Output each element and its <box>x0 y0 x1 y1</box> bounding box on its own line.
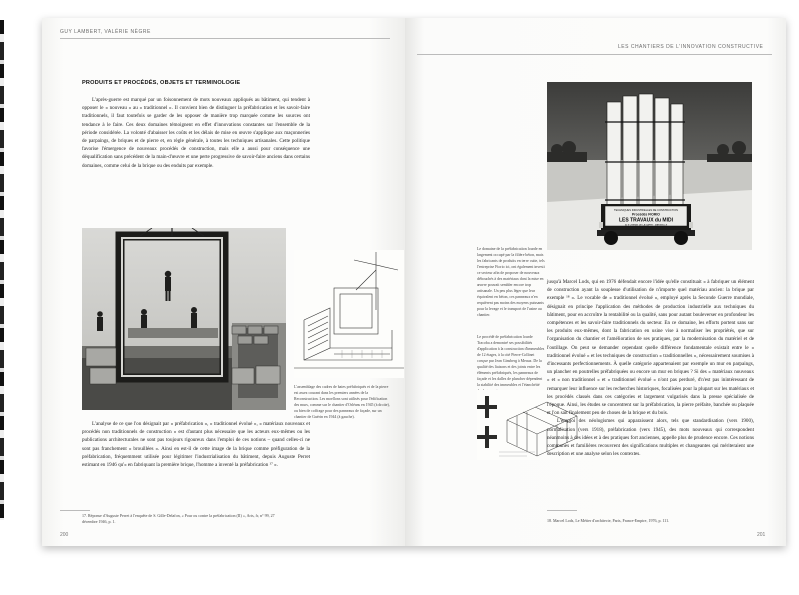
header-rule-right <box>417 54 772 55</box>
right-caption-fiorio-text: Le domaine de la préfabrication lourde en largement occupé par la filière béton, mais les fabricants de produits en terre cuite, tels l'entreprise Fiorio ici, ont également investi ce secteur afin de proposer de nouveaux débouchés à des matériaux dont la mise en œuvre pouvait sembler encore trop artisanale. Un peu plus léger que leur équivalent en béton, ces panneaux n'en requièrent pas moins des moyens puissants pour la levage et le transport de l'usine au chantier. <box>477 247 545 317</box>
header-rule-left <box>60 38 390 39</box>
photo-fiorio-truck <box>547 82 752 250</box>
left-body-bottom <box>82 420 310 469</box>
section-heading: PRODUITS ET PROCÉDÉS, OBJETS ET TERMINOLOGIE <box>82 80 241 86</box>
drawing-frame-installation-image <box>294 250 404 378</box>
right-caption-tracoba-text: Le procédé de préfabrication lourde Tracoba a demontré ses possibilités d'application à la construction d'immeubles de 12 étages, à la cité Pierre-Collinet conçue par Jean Ginsberg à Meaux. De la qualité des liaisons et des joints entre les éléments préfabriqués, les panneaux de façade et les dalles de plancher dépendent la stabilité des immeubles et l'étanchéité <box>477 335 545 387</box>
truck-sign-line1: TECHNIQUES INDUSTRIELLES DE CONSTRUCTION <box>614 209 678 212</box>
right-caption-fiorio <box>477 246 545 320</box>
drawing-frame-installation <box>294 250 404 378</box>
photo-fiorio-truck-image <box>547 82 752 250</box>
left-figure-caption: L'assemblage des cadres de baies préfabriqués et de la pierre est assez courant dans les premiers années de la Reconstruction. Les moellons sont utilisés pour l'édification des murs, comme sur le chantier d'Orléans en 1945 (à droite), ou bien de coffrage pour des panneaux de façade, sur un chantier de Guérin en 1944 (à gauche). <box>294 385 390 419</box>
right-footnote: 18. Marcel Lods, Le Métier d'architecte, Paris, France-Empire, 1976, p. 111. <box>547 518 670 523</box>
footnote-rule-right <box>547 510 577 511</box>
truck-sign-line2: Procédés FIORIO <box>632 212 660 217</box>
running-head-right: LES CHANTIERS DE L'INNOVATION CONSTRUCTIVE <box>618 44 764 50</box>
page-number-right: 201 <box>757 532 766 538</box>
footnote-rule-left <box>60 510 90 511</box>
truck-sign-line3: LES TRAVAUX du MIDI <box>619 217 673 224</box>
left-paragraph-1: L'après-guerre est marqué par un foisonnement de mots nouveaux appliqués au bâtiment, qui tendent à opposer le « nouveau » au « traditionnel ». Il convient bien de distinguer la préfabrication et les savoir-faire traditionnels, il faut toutefois se garder de les opposer de manière trop marquée comme les sources ont tendance à le faire. Ces deux domaines témoignent en effet d'innovations constantes sur l'ensemble de la période considérée. La volonté d'abaisser les coûts et les délais de mise en œuvre s'applique aux maçonneries de parpaings, de briques et de pierre et, en règle générale, à toutes les techniques artisanales. Cette politique favorise l'émergence de nouveaux procédés de construction, mais elle a aussi pour conséquence une déqualification sans précédent de la main-d'œuvre et une perte progressive de savoir-faire anciens dans certains domaines, comme celui de la brique ou des enduits par exemple. <box>82 97 310 169</box>
open-book-spread <box>42 18 786 546</box>
right-page <box>405 18 786 546</box>
left-paragraph-2: L'analyse de ce que l'on désignait par « préfabrication », « traditionnel évolué », « matériaux nouveaux et procédés non traditionnels de construction » est d'autant plus nécessaire que les acteurs eux-mêmes ou les publications architecturales ne sont pas toujours rigoureux dans l'emploi de ces notions – quand celles-ci ne sont pas franchement « brouillées ». Ainsi en est-il de cette image de la brique comme préfiguration de la préfabrication, fréquemment utilisée pour légitimer l'industrialisation du bâtiment, depuis Auguste Perret estimant en 1946 qu'« en fabriquant la première brique, l'homme a inventé la préfabrication ¹⁷ ». <box>82 421 310 469</box>
right-paragraph-1: jusqu'à Marcel Lods, qui en 1976 défendait encore l'idée qu'elle constituait « à fabriquer un élément de construction ayant la souplesse d'utilisation de n'importe quel matériau ancien: la brique par exemple ¹⁸ ». Le vocable de « traditionnel évolué », employé après la Seconde Guerre mondiale, désignait en principe l'application des méthodes de production industrielle aux techniques du bâtiment, pour en accroître la rentabilité ou la qualité, sans pour autant bouleverser en profondeur les compétences et les savoir-faire traditionnels du secteur. En ce domaine, les efforts portent sans sur les produits eux-mêmes, dont la fabrication en usine vise à normaliser les propriétés, que sur l'organisation du chantier et l'amélioration de ses pratiques, par la modernisation du matériel et de l'outillage. On peut se demander cependant quelle différence fondamentale existait entre le « traditionnel évolué » et les techniques de construction « traditionnelles », nécessairement soumises à d'incessants perfectionnements. À quelle catégorie appartenaient par exemple un mur en parpaings, un plancher en poutrelles préfabriquées ou encore un mur en briques ? Si des « matériaux nouveaux » et « non traditionnel » et « traditionnel évolué » n'ont pas perduré, d'n'est pas inintéressant de remarquer leur influence sur les recherches historiques, focalisées pour la plupart sur les matériaux et les procédés classés dans ces catégories et largement vulgarisés dans la presse spécialisée de l'époque. Ainsi, les études se concentrent sur la préfabrication, la pierre préfaite, banchée ou plaquée et l'on sait finalement peu de choses de la brique et du bois. <box>547 279 754 417</box>
left-body-top <box>82 96 310 170</box>
page-edge-left <box>0 20 4 520</box>
running-head-left: GUY LAMBERT, VALÉRIE NÈGRE <box>60 29 151 35</box>
truck-sign-line4: 60 ♦ CHEMIN DE LA GAFFE · MARSEILLE <box>624 224 668 227</box>
right-body <box>547 278 754 458</box>
right-paragraph-2: L'emploi des néologismes qui apparaissent alors, tels que standardisation (vers 1900), normalisation (vers 1918), préfabrication (vers 1945), des mots nouveaux qui correspondent néanmoins à des idées et à des pratiques fort anciennes, appelle plus de prudence encore. Ces notions communes et familières recouvrent des significations multiples et changeantes qui mériteraient une description et une analyse selon les contextes. <box>547 418 754 458</box>
left-page <box>42 18 405 546</box>
right-caption-tracoba <box>477 334 545 396</box>
photo-prefab-frame-image <box>82 228 286 410</box>
page-number-left: 200 <box>60 532 69 538</box>
left-footnote: 17. Réponse d'Auguste Perret à l'enquête de S. Gille-Delafon, « Pour ou contre la préfabrication (II) », Arts, fr, n° 99, 27 décembre 1946, p. 1. <box>82 513 275 524</box>
photo-prefab-frame <box>82 228 286 410</box>
